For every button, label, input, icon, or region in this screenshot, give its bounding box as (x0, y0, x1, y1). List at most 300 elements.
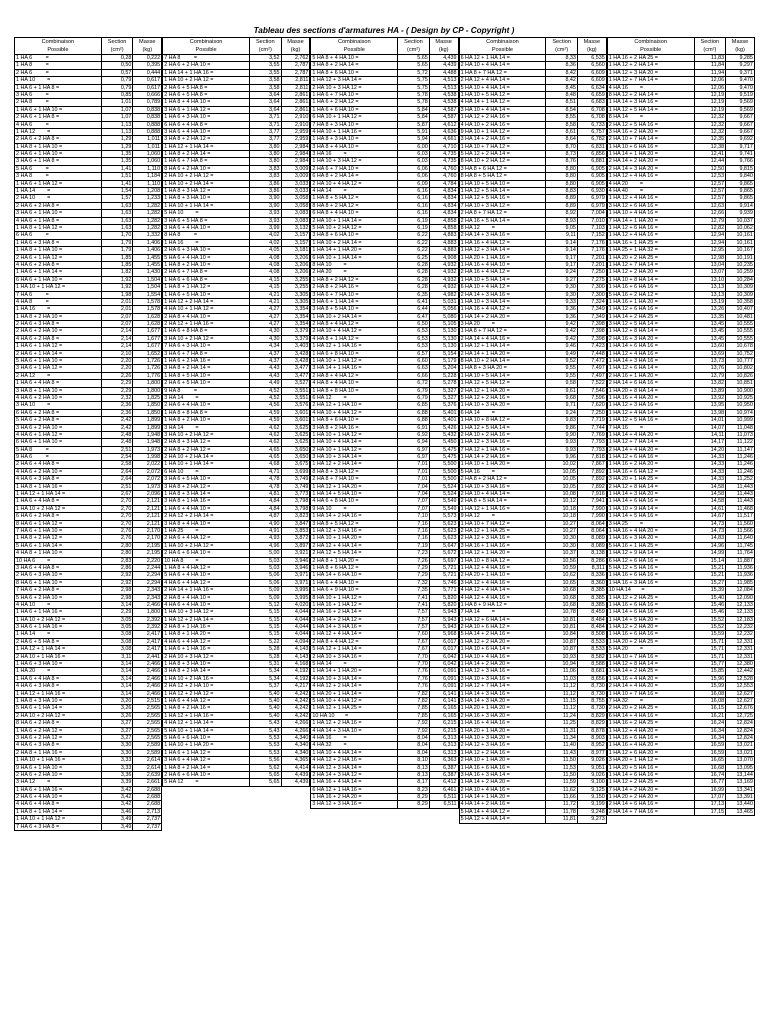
table-row (14, 410, 162, 417)
combination-cell: 2 HA 12 + 1 HA 25 = (460, 528, 547, 534)
table-row (310, 683, 458, 690)
section-cell: 11,53 (546, 765, 578, 771)
table-row (607, 247, 755, 254)
section-cell: 13,76 (695, 365, 727, 371)
combination-cell: 2 HA 20 = (311, 269, 398, 275)
combination-cell: 1 HA 25 + 1 HA 32 = (608, 247, 695, 253)
mass-cell: 4,883 (443, 232, 457, 239)
combination-cell: 3 HA 16 + 2 HA 20 = (608, 129, 695, 135)
section-cell: 10,87 (546, 639, 578, 645)
section-cell: 3,27 (102, 728, 134, 734)
mass-cell: 8,903 (591, 734, 605, 741)
mass-cell: 7,818 (591, 454, 605, 461)
table-row (14, 728, 162, 735)
table-row (607, 336, 755, 343)
mass-cell: 2,861 (294, 106, 309, 113)
combination-cell: 4 HA 16 = (311, 735, 398, 741)
mass-cell: 7,990 (591, 505, 605, 512)
mass-cell: 6,535 (591, 55, 605, 61)
mass-cell: 5,500 (443, 461, 457, 468)
mass-cell: 5,820 (443, 601, 457, 608)
combination-cell: 3 HA 12 = (15, 779, 102, 785)
table-row (310, 388, 458, 395)
combination-cell: 3 HA 8 + 1 HA 16 = (163, 498, 250, 504)
mass-cell: 5,524 (443, 483, 457, 490)
section-cell: 11,06 (546, 668, 578, 674)
table-row (459, 388, 607, 395)
mass-cell: 3,576 (294, 402, 309, 409)
mass-cell: 10,358 (736, 298, 753, 305)
table-row (162, 417, 310, 424)
section-cell: 7,16 (398, 521, 430, 527)
table-row (459, 77, 607, 84)
section-cell: 8,80 (546, 173, 578, 179)
mass-cell: 10,900 (736, 387, 753, 394)
mass-cell: 13,095 (736, 764, 753, 771)
combination-cell: 3 HA 10 + 2 HA 12 = (163, 432, 250, 438)
table-row (459, 639, 607, 646)
mass-cell: 6,042 (443, 661, 457, 668)
table-row (459, 713, 607, 720)
section-cell: 6,53 (398, 328, 430, 334)
mass-cell: 7,300 (591, 291, 605, 298)
table-row (459, 469, 607, 476)
combination-cell: 5 HA 6 + 1 HA 14 = (15, 543, 102, 549)
table-row (459, 794, 607, 801)
combination-cell: 2 HA 12 + 3 HA 16 = (460, 535, 547, 541)
section-cell: 13,95 (695, 402, 727, 408)
mass-cell: 7,324 (591, 298, 605, 305)
table-row (310, 255, 458, 262)
section-cell: 9,55 (546, 365, 578, 371)
section-cell: 5,34 (250, 676, 282, 682)
section-cell: 3,58 (250, 85, 282, 91)
mass-cell: 4,439 (443, 62, 457, 69)
section-cell: 9,11 (546, 232, 578, 238)
combination-cell: 6 HA 14 + 4 HA 16 = (608, 713, 695, 719)
mass-cell: 3,601 (294, 417, 309, 424)
section-cell: 7,57 (398, 609, 430, 615)
mass-cell: 12,331 (736, 646, 753, 653)
combination-cell: 2 HA 6 + 5 HA 8 = (163, 92, 250, 98)
mass-cell: 2,787 (294, 69, 309, 76)
section-cell: 1,35 (102, 158, 134, 164)
table-row (162, 336, 310, 343)
combination-cell: 1 HA 6 + 7 HA 8 = (163, 158, 250, 164)
mass-cell: 1,677 (146, 343, 161, 350)
mass-cell: 11,246 (736, 454, 753, 461)
mass-cell: 10,235 (736, 261, 753, 268)
section-cell: 3,86 (250, 181, 282, 187)
mass-cell: 12,627 (736, 690, 753, 697)
table-row (607, 99, 755, 106)
table-row (310, 461, 458, 468)
section-cell: 3,93 (250, 210, 282, 216)
table-row (459, 195, 607, 202)
combination-cell: 6 HA 10 + 1 HA 14 = (311, 255, 398, 261)
table-row (14, 646, 162, 653)
table-row (607, 779, 755, 786)
table-row (310, 247, 458, 254)
mass-cell: 2,910 (294, 114, 309, 121)
section-cell: 1,85 (102, 262, 134, 268)
table-row (14, 602, 162, 609)
section-cell: 7,82 (398, 698, 430, 704)
mass-cell: 1,652 (146, 350, 161, 357)
combination-cell: 6 HA 6 + 4 HA 8 = (163, 122, 250, 128)
mass-cell: 4,538 (443, 99, 457, 106)
table-row (14, 432, 162, 439)
table-row (14, 705, 162, 712)
combination-cell: 7 HA 14 + 2 HA 20 = (608, 787, 695, 793)
combination-cell: 1 HA 12 + 1 HA 14 = (163, 144, 250, 150)
combination-cell: 4 HA 6 + 2 HA 8 = (15, 336, 102, 342)
mass-cell: 7,620 (591, 402, 605, 409)
combination-cell: 3 HA 10 + 3 HA 16 = (460, 676, 547, 682)
section-cell: 6,28 (398, 269, 430, 275)
combination-cell: 1 HA 8 + 2 HA 16 = (163, 705, 250, 711)
combination-cell: 3 HA 14 + 2 HA 16 = (460, 136, 547, 142)
mass-cell: 3,773 (294, 491, 309, 498)
mass-cell: 2,072 (146, 476, 161, 483)
section-cell: 6,66 (398, 373, 430, 379)
combination-cell: 5 HA 8 = (15, 447, 102, 453)
table-row (607, 388, 755, 395)
combination-cell: 2 HA 8 + 1 HA 16 = (163, 624, 250, 630)
combination-cell: 1 HA 12 + 4 HA 14 = (311, 631, 398, 637)
section-cell: 1,07 (102, 107, 134, 113)
mass-cell: 5,943 (443, 624, 457, 631)
table-row (459, 461, 607, 468)
mass-cell: 4,587 (443, 106, 457, 113)
section-cell: 11,66 (546, 794, 578, 800)
table-row (162, 144, 310, 151)
combination-cell: 5 HA 12 + 1 HA 14 = (311, 646, 398, 652)
mass-cell: 2,417 (146, 631, 161, 638)
combination-cell: 1 HA 10 + 2 HA 14 = (163, 181, 250, 187)
mass-cell: 1,948 (146, 439, 161, 446)
table-row (162, 136, 310, 143)
header-section: Section (cm²) (398, 38, 430, 54)
table-row (14, 639, 162, 646)
section-cell: 4,59 (250, 417, 282, 423)
mass-cell: 7,423 (591, 343, 605, 350)
section-cell: 3,42 (102, 801, 134, 807)
mass-cell: 10,752 (736, 350, 753, 357)
mass-cell: 4,488 (443, 69, 457, 76)
combination-cell: 1 HA 16 + 4 HA 20 = (608, 742, 695, 748)
mass-cell: 6,165 (443, 705, 457, 712)
table-row (14, 173, 162, 180)
combination-cell: 1 HA 16 + 2 HA 25 = (608, 720, 695, 726)
mass-cell: 3,847 (294, 520, 309, 527)
section-cell: 5,40 (250, 705, 282, 711)
section-cell: 7,41 (398, 595, 430, 601)
mass-cell: 4,735 (443, 151, 457, 158)
combination-cell: 1 HA 8 + 2 HA 10 = (163, 417, 250, 423)
table-row (14, 417, 162, 424)
table-row (607, 787, 755, 794)
table-row (162, 646, 310, 653)
mass-cell: 10,925 (736, 394, 753, 401)
combination-cell: 1 HA 14 + 2 HA 16 = (311, 513, 398, 519)
mass-cell: 2,220 (146, 557, 161, 564)
combination-cell: 1 HA 12 + 6 HA 16 = (608, 225, 695, 231)
table-row (162, 498, 310, 505)
table-row (162, 388, 310, 395)
table-row (459, 218, 607, 225)
mass-cell: 12,331 (736, 638, 753, 645)
table-row (14, 225, 162, 232)
mass-cell: 2,392 (146, 624, 161, 631)
section-cell: 14,58 (695, 491, 727, 497)
combination-cell: 1 HA 10 + 7 HA 16 = (608, 654, 695, 660)
combination-cell: 1 HA 12 + 3 HA 14 = (460, 247, 547, 253)
mass-cell: 4,883 (443, 247, 457, 254)
combination-cell: 1 HA 8 + 2 HA 10 = (15, 314, 102, 320)
mass-cell: 1,060 (146, 158, 161, 165)
mass-cell: 13,341 (736, 786, 753, 793)
combination-cell: 2 HA 12 + 2 HA 14 = (163, 513, 250, 519)
combination-cell: 2 HA 6 + 5 HA 8 = (15, 639, 102, 645)
section-cell: 5,34 (250, 668, 282, 674)
section-cell: 12,44 (695, 158, 727, 164)
combination-cell: 3 HA 6 + 2 HA 10 = (15, 425, 102, 431)
mass-cell: 4,908 (443, 254, 457, 261)
mass-cell: 0,617 (146, 77, 161, 84)
table-row (459, 558, 607, 565)
mass-cell: 1,208 (146, 188, 161, 195)
table-row (310, 580, 458, 587)
mass-cell: 12,676 (736, 705, 753, 712)
section-cell: 7,82 (398, 691, 430, 697)
section-cell: 5,87 (398, 122, 430, 128)
table-row (459, 484, 607, 491)
section-cell: 4,02 (250, 232, 282, 238)
table-row (14, 255, 162, 262)
combination-cell: 3 HA 6 + 4 HA 12 = (163, 757, 250, 763)
mass-cell: 3,971 (294, 572, 309, 579)
combination-cell: 1 HA 14 + 6 HA 16 = (608, 343, 695, 349)
mass-cell: 13,440 (736, 801, 753, 808)
section-cell: 2,29 (102, 609, 134, 615)
table-row (310, 402, 458, 409)
table-row (14, 77, 162, 84)
table-row (607, 306, 755, 313)
table-row (162, 262, 310, 269)
combination-cell: 2 HA 6 + 6 HA 10 = (163, 550, 250, 556)
mass-cell: 11,252 (736, 476, 753, 483)
combination-cell: 1 HA 8 = (15, 62, 102, 68)
section-cell: 4,08 (250, 269, 282, 275)
table-row (607, 417, 755, 424)
section-cell: 3,30 (102, 750, 134, 756)
section-cell: 6,91 (398, 425, 430, 431)
table-row (162, 742, 310, 749)
table-row (607, 269, 755, 276)
section-cell: 14,73 (695, 521, 727, 527)
section-cell: 14,61 (695, 506, 727, 512)
table-row (162, 85, 310, 92)
combination-cell: 1 HA 25 = (163, 528, 250, 534)
table-row (162, 195, 310, 202)
table-row (310, 506, 458, 513)
combination-cell: 10 HA 6 = (15, 558, 102, 564)
mass-cell: 5,432 (443, 431, 457, 438)
combination-cell: 3 HA 20 + 1 HA 12 = (608, 757, 695, 763)
section-cell: 3,05 (102, 617, 134, 623)
table-row (607, 203, 755, 210)
mass-cell: 2,466 (146, 690, 161, 697)
combination-cell: 1 HA 16 + 4 HA 12 = (460, 306, 547, 312)
combination-cell: 2 HA 6 + 2 HA 8 = (15, 203, 102, 209)
table-row (607, 506, 755, 513)
combination-cell: 1 HA 14 + 2 HA 16 = (460, 454, 547, 460)
table-row (310, 624, 458, 631)
table-row (310, 262, 458, 269)
section-cell: 3,46 (102, 809, 134, 815)
combination-cell: 1 HA 10 + 2 HA 14 = (311, 240, 398, 246)
combination-cell: 1 HA 12 + 8 HA 14 = (608, 328, 695, 334)
combination-cell: 3 HA 6 + 1 HA 12 = (163, 107, 250, 113)
table-row (310, 447, 458, 454)
section-cell: 2,98 (102, 595, 134, 601)
table-row (310, 358, 458, 365)
section-cell: 3,11 (102, 654, 134, 660)
mass-cell: 7,300 (591, 284, 605, 291)
section-cell: 5,75 (398, 85, 430, 91)
table-row (310, 225, 458, 232)
combination-cell: 6 HA 8 + 4 HA 10 = (311, 210, 398, 216)
table-row (607, 654, 755, 661)
combination-cell: 1 HA 12 + 3 HA 16 = (460, 668, 547, 674)
section-cell: 2,36 (102, 410, 134, 416)
combination-cell: 2 HA 14 + 6 HA 16 = (608, 801, 695, 807)
section-cell: 5,53 (250, 750, 282, 756)
combination-cell: 3 HA 8 + 4 HA 10 = (163, 521, 250, 527)
combination-cell: 1 HA 8 + 7 HA 12 = (460, 70, 547, 76)
section-cell: 15,14 (695, 558, 727, 564)
table-row (162, 99, 310, 106)
table-row (607, 365, 755, 372)
section-cell: 9,14 (546, 247, 578, 253)
section-cell: 16,34 (695, 735, 727, 741)
table-row (14, 158, 162, 165)
section-cell: 3,83 (250, 173, 282, 179)
section-cell: 4,84 (250, 498, 282, 504)
mass-cell: 10,678 (736, 343, 753, 350)
table-row (607, 77, 755, 84)
combination-cell: 1 HA 6 + 3 HA 10 = (163, 114, 250, 120)
combination-cell: 1 HA 6 + 1 HA 16 = (163, 646, 250, 652)
section-cell: 11,83 (695, 55, 727, 61)
combination-cell: 1 HA 14 + 3 HA 16 = (608, 99, 695, 105)
combination-cell: 1 HA 12 + 7 HA 14 = (608, 439, 695, 445)
mass-cell: 9,470 (739, 77, 753, 84)
mass-cell: 1,800 (146, 609, 161, 616)
mass-cell: 3,625 (294, 431, 309, 438)
section-cell: 6,28 (398, 262, 430, 268)
mass-cell: 3,551 (294, 394, 309, 401)
mass-cell: 2,787 (294, 62, 309, 69)
mass-cell: 9,667 (739, 121, 753, 128)
combination-cell: 2 HA 12 + 3 HA 16 = (460, 742, 547, 748)
section-cell: 5,09 (250, 595, 282, 601)
section-cell: 4,15 (250, 277, 282, 283)
mass-cell: 5,647 (443, 542, 457, 549)
table-row (14, 654, 162, 661)
combination-cell: 5 HA 10 = (163, 210, 250, 216)
combination-cell: 2 HA 6 + 3 HA 10 = (163, 247, 250, 253)
section-cell: 3,14 (102, 676, 134, 682)
combination-cell: 1 HA 8 + 6 HA 10 = (311, 70, 398, 76)
mass-cell: 12,331 (736, 653, 753, 660)
table-row (162, 380, 310, 387)
table-row (14, 543, 162, 550)
section-cell: 10,81 (546, 624, 578, 630)
mass-cell: 3,749 (294, 476, 309, 483)
table-row (607, 439, 755, 446)
combination-cell: 7 HA 10 + 3 HA 12 = (460, 203, 547, 209)
combination-cell: 1 HA 16 + 6 HA 12 = (608, 469, 695, 475)
mass-cell: 4,217 (294, 683, 309, 690)
table-row (607, 794, 755, 801)
table-row (310, 639, 458, 646)
table-row (162, 151, 310, 158)
section-cell: 9,42 (546, 328, 578, 334)
section-cell: 2,51 (102, 484, 134, 490)
section-cell: 1,41 (102, 166, 134, 172)
combination-cell: 1 HA 6 + 1 HA 12 = (163, 750, 250, 756)
mass-cell: 3,853 (294, 528, 309, 534)
table-row (459, 240, 607, 247)
section-cell: 2,58 (102, 461, 134, 467)
combination-cell: 1 HA 8 + 3 HA 10 = (163, 195, 250, 201)
table-row (162, 210, 310, 217)
table-row (14, 631, 162, 638)
section-cell: 1,54 (102, 188, 134, 194)
table-row (459, 439, 607, 446)
section-cell: 15,96 (695, 676, 727, 682)
table-row (459, 572, 607, 579)
table-row (310, 491, 458, 498)
mass-cell: 6,856 (591, 151, 605, 158)
header-combinaison: Combinaison Possible (460, 38, 547, 54)
table-header (607, 37, 755, 55)
table-row (14, 62, 162, 69)
table-row (310, 558, 458, 565)
table-row (459, 498, 607, 505)
section-cell: 13,89 (695, 388, 727, 394)
mass-cell: 12,442 (736, 668, 753, 675)
combination-cell: 4 HA 6 + 4 HA 10 = (163, 602, 250, 608)
table-row (459, 691, 607, 698)
section-cell: 5,15 (250, 631, 282, 637)
mass-cell: 3,255 (294, 276, 309, 283)
section-cell: 2,29 (102, 380, 134, 386)
mass-cell: 11,640 (736, 535, 753, 542)
section-cell: 15,85 (695, 668, 727, 674)
combination-cell: 2 HA 8 + 1 HA 16 = (15, 750, 102, 756)
section-cell: 9,68 (546, 395, 578, 401)
section-cell: 13,79 (695, 373, 727, 379)
table-row (14, 306, 162, 313)
table-row (14, 136, 162, 143)
combination-cell: 1 HA 14 = (15, 188, 102, 194)
section-cell: 14,67 (695, 513, 727, 519)
combination-cell: 6 HA 6 + 1 HA 10 = (15, 277, 102, 283)
table-row (14, 794, 162, 801)
